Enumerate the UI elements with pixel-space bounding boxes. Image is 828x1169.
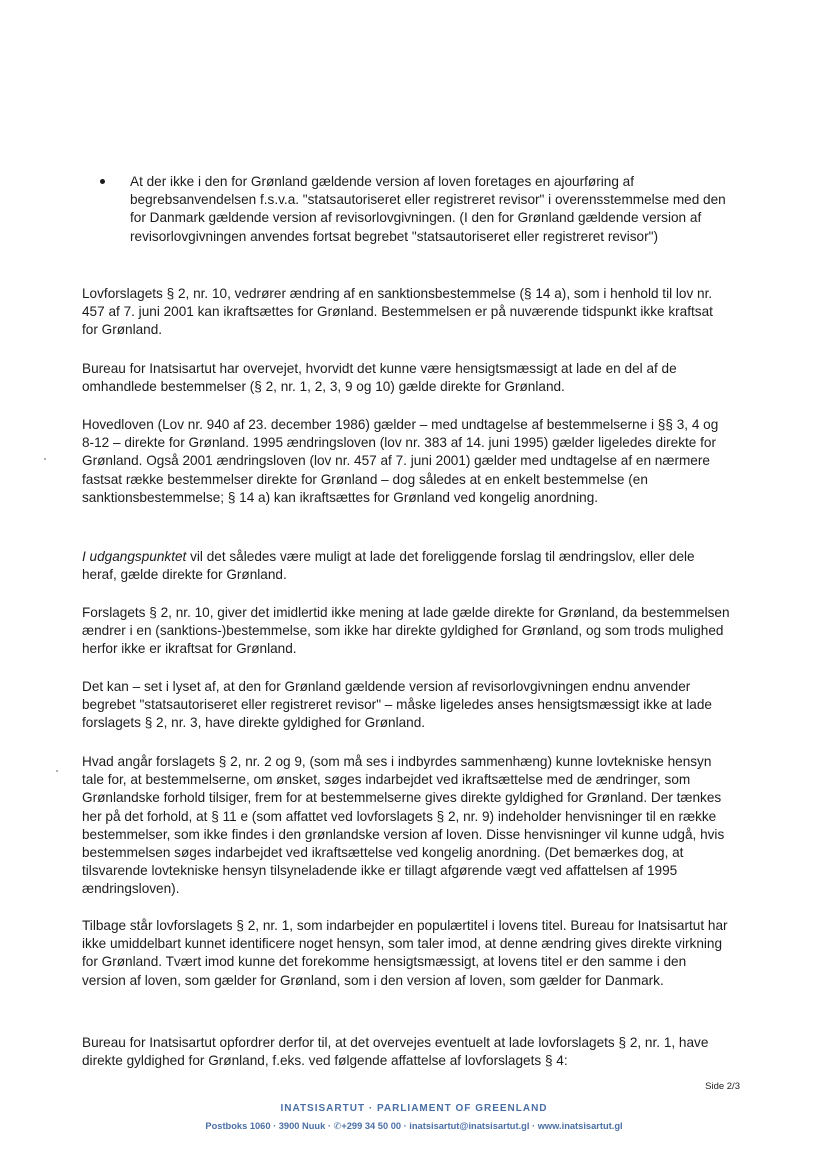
bullet-text: At der ikke i den for Grønland gældende version af loven foretages en ajourføring af begrebsanvendelsen f.s.v.a. "statsautoriseret eller registreret revisor" i overensstemmelse med den for Danmark gældende version af revisorlovgivningen. (I den for Grønland gældende version af revisorlovgivningen anvendes fortsat begrebet "statsautoriseret eller registreret revisor") [130, 174, 726, 244]
footer [0, 1102, 828, 1134]
footer-contact: Postboks 1060 · 3900 Nuuk · ✆+299 34 50 00 · inatsisartut@inatsisartut.gl · www.inatsisartut.gl [205, 1121, 623, 1131]
paragraph-3: Hovedloven (Lov nr. 940 af 23. december 1986) gælder – med undtagelse af bestemmelserne i §§ 3, 4 og 8-12 – direkte for Grønland. 1995 ændringsloven (lov nr. 383 af 14. juni 1995) gælder ligeledes direkte for Grønland. Også 2001 ændringsloven (lov nr. 457 af 7. juni 2001) gælder med undtagelse af en nærmere fastsat række bestemmelser direkte for Grønland – dog således at en enkelt bestemmelse (en sanktionsbestemmelse; § 14 a) kan ikraftsættes for Grønland ved kongelig anordning. [82, 417, 719, 505]
paragraph-2: Bureau for Inatsisartut har overvejet, hvorvidt det kunne være hensigtsmæssigt at lade en del af de omhandlede bestemmelser (§ 2, nr. 1, 2, 3, 9 og 10) gælde direkte for Grønland. [82, 361, 677, 395]
paragraph-5: Forslagets § 2, nr. 10, giver det imidlertid ikke mening at lade gælde direkte for Grønland, da bestemmelsen ændrer i en (sanktions-)bestemmelse, som ikke har direkte gyldighed for Grønland, og som trods mulighed herfor ikke er ikraftsat for Grønland. [82, 605, 730, 657]
bullet-item [100, 173, 730, 246]
paragraph-6: Det kan – set i lyset af, at den for Grønland gældende version af revisorlovgivningen endnu anvender begrebet "statsautoriseret eller registreret revisor" – måske ligeledes anses hensigtsmæssigt ikke at lade forslagets § 2, nr. 3, have direkte gyldighed for Grønland. [82, 679, 712, 731]
paragraph-4 [82, 548, 732, 584]
paragraph-4-text: vil det således være muligt at lade det foreliggende forslag til ændringslov, eller dele heraf, gælde direkte for Grønland. [82, 549, 695, 583]
paragraph-7: Hvad angår forslagets § 2, nr. 2 og 9, (som må ses i indbyrdes sammenhæng) kunne lovtekniske hensyn tale for, at bestemmelserne, om ønsket, søges indarbejdet ved ikraftsættelse med de ændringer, som Grønlandske forhold tilsiger, frem for at bestemmelserne gives direkte gyldighed for Grønland. Der tænkes her på det forhold, at § 11 e (som affattet ved lovforslagets § 2, nr. 9) indeholder henvisninger til en række bestemmelser, som ikke findes i den grønlandske version af loven. Disse henvisninger vil kunne udgå, hvis bestemmelsen søges indarbejdet ved ikraftsættelse ved kongelig anordning. (Det bemærkes dog, at tilsvarende lovtekniske hensyn tilsyneladende ikke er tillagt afgørende vægt ved affattelsen af 1995 ændringsloven). [82, 754, 725, 897]
paragraph-9: Bureau for Inatsisartut opfordrer derfor til, at det overvejes eventuelt at lade lovforslagets § 2, nr. 1, have direkte gyldighed for Grønland, f.eks. ved følgende affattelse af lovforslagets § 4: [82, 1035, 709, 1069]
footer-organization: INATSISARTUT · PARLIAMENT OF GREENLAND [280, 1103, 548, 1114]
bullet-dot-icon [100, 179, 105, 184]
paragraph-8: Tilbage står lovforslagets § 2, nr. 1, som indarbejder en populærtitel i lovens titel. Bureau for Inatsisartut har ikke umiddelbart kunnet identificere noget hensyn, som taler imod, at denne ændring gives direkte virkning for Grønland. Tvært imod kunne det forekomme hensigtsmæssigt, at lovens titel er den samme i den version af loven, som gælder for Grønland, som i den version af loven, som gælder for Danmark. [82, 918, 728, 988]
scan-speck [56, 770, 58, 772]
paragraph-4-italic: I udgangspunktet [82, 549, 187, 564]
scan-speck [44, 458, 46, 460]
page-number: Side 2/3 [705, 1081, 740, 1092]
paragraph-1: Lovforslagets § 2, nr. 10, vedrører ændring af en sanktionsbestemmelse (§ 14 a), som i henhold til lov nr. 457 af 7. juni 2001 kan ikraftsættes for Grønland. Bestemmelsen er på nuværende tidspunkt ikke kraftsat for Grønland. [82, 286, 713, 338]
